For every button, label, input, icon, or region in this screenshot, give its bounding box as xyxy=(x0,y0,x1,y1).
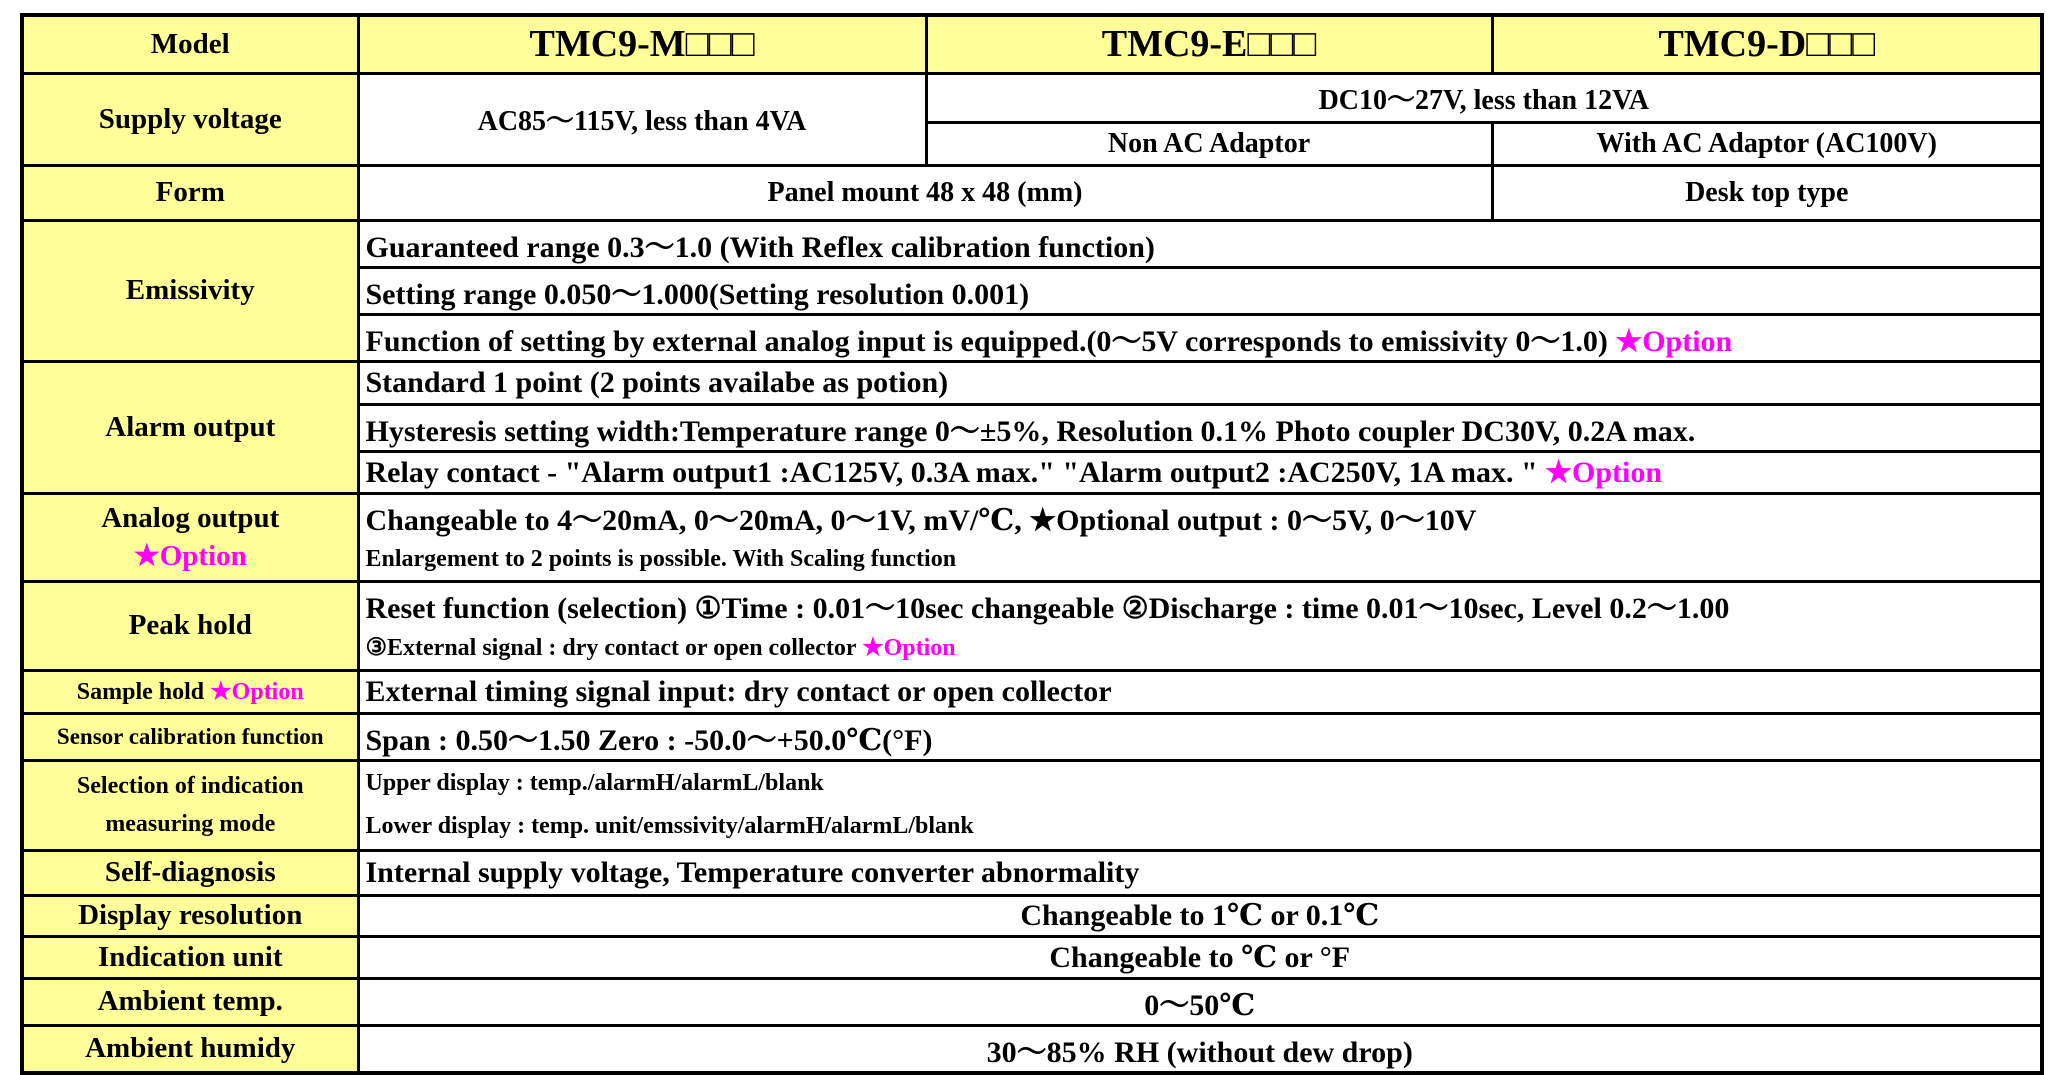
row-alarm-1 xyxy=(22,361,2042,404)
row-emissivity-1 xyxy=(22,220,2042,267)
model-e: TMC9-E□□□ xyxy=(926,15,1492,73)
row-form xyxy=(22,165,2042,220)
alarm-line-2: Hysteresis setting width:Temperature range 0〜±5%, Resolution 0.1% Photo coupler DC30V, 0.2A max. xyxy=(358,404,2042,451)
label-model: Model xyxy=(22,15,358,73)
emissivity-line-3 xyxy=(358,314,2042,361)
self-diagnosis-value: Internal supply voltage, Temperature converter abnormality xyxy=(358,850,2042,895)
label-display-resolution: Display resolution xyxy=(22,895,358,936)
label-self-diagnosis: Self-diagnosis xyxy=(22,850,358,895)
supply-d: With AC Adaptor (AC100V) xyxy=(1492,122,2042,165)
alarm-line-3 xyxy=(358,451,2042,493)
row-peak-1 xyxy=(22,582,2042,628)
option-badge: ★Option xyxy=(862,635,956,662)
peak-line-1: Reset function (selection) ①Time : 0.01〜10sec changeable ②Discharge : time 0.01〜10sec, Level 0.2〜1.00 xyxy=(358,582,2042,628)
ambient-temp-value: 0〜50℃ xyxy=(358,978,2042,1025)
row-ambient-humidity xyxy=(22,1025,2042,1073)
label-supply-voltage: Supply voltage xyxy=(22,73,358,165)
display-resolution-value: Changeable to 1℃ or 0.1℃ xyxy=(358,895,2042,936)
sample-label-text: Sample hold xyxy=(76,679,211,705)
row-selection-1 xyxy=(22,760,2042,805)
ambient-humidity-value: 30〜85% RH (without dew drop) xyxy=(358,1025,2042,1073)
option-badge: ★Option xyxy=(210,679,304,705)
row-self-diagnosis xyxy=(22,850,2042,895)
option-badge: ★Option xyxy=(1545,455,1663,489)
label-ambient-temp: Ambient temp. xyxy=(22,978,358,1025)
peak-line-2 xyxy=(358,627,2042,670)
emissivity-line-3-text: Function of setting by external analog input is equipped.(0〜5V corresponds to emissivity 0〜1.0) xyxy=(365,324,1616,358)
emissivity-line-2: Setting range 0.050〜1.000(Setting resolution 0.001) xyxy=(358,267,2042,314)
label-peak-hold: Peak hold xyxy=(22,582,358,671)
indication-unit-value: Changeable to ℃ or °F xyxy=(358,936,2042,978)
selection-label-line-2: measuring mode xyxy=(105,811,276,837)
row-sample-hold xyxy=(22,670,2042,713)
selection-line-1: Upper display : temp./alarmH/alarmL/blank xyxy=(358,760,2042,805)
form-d: Desk top type xyxy=(1492,165,2042,220)
model-m: TMC9-M□□□ xyxy=(358,15,926,73)
selection-line-2: Lower display : temp. unit/emssivity/alarmH/alarmL/blank xyxy=(358,805,2042,850)
emissivity-line-1: Guaranteed range 0.3〜1.0 (With Reflex calibration function) xyxy=(358,220,2042,267)
row-model xyxy=(22,15,2042,73)
label-analog-output xyxy=(22,493,358,582)
label-sensor-calibration: Sensor calibration function xyxy=(22,713,358,760)
spec-table xyxy=(20,13,2044,1075)
supply-ed: DC10〜27V, less than 12VA xyxy=(926,73,2042,122)
selection-label-line-1: Selection of indication xyxy=(76,773,304,799)
label-ambient-humidity: Ambient humidy xyxy=(22,1025,358,1073)
label-selection-indication xyxy=(22,760,358,850)
row-sensor-calibration xyxy=(22,713,2042,760)
row-display-resolution xyxy=(22,895,2042,936)
row-supply-1 xyxy=(22,73,2042,122)
option-badge: ★Option xyxy=(1615,324,1733,358)
row-analog-1 xyxy=(22,493,2042,539)
peak-line-2-text: ③External signal : dry contact or open collector xyxy=(365,635,863,662)
row-ambient-temp xyxy=(22,978,2042,1025)
label-indication-unit: Indication unit xyxy=(22,936,358,978)
analog-line-1: Changeable to 4〜20mA, 0〜20mA, 0〜1V, mV/℃, ★Optional output : 0〜5V, 0〜10V xyxy=(358,493,2042,539)
label-emissivity: Emissivity xyxy=(22,220,358,361)
form-me: Panel mount 48 x 48 (mm) xyxy=(358,165,1492,220)
label-alarm-output: Alarm output xyxy=(22,361,358,493)
supply-m: AC85〜115V, less than 4VA xyxy=(358,73,926,165)
label-form: Form xyxy=(22,165,358,220)
alarm-line-1: Standard 1 point (2 points availabe as potion) xyxy=(358,361,2042,404)
supply-e: Non AC Adaptor xyxy=(926,122,1492,165)
row-indication-unit xyxy=(22,936,2042,978)
option-badge: ★Option xyxy=(133,540,247,573)
sample-hold-value: External timing signal input: dry contact or open collector xyxy=(358,670,2042,713)
analog-line-2: Enlargement to 2 points is possible. With Scaling function xyxy=(358,539,2042,582)
alarm-line-3-text: Relay contact - "Alarm output1 :AC125V, 0.3A max." "Alarm output2 :AC250V, 1A max. " xyxy=(365,455,1546,489)
sensor-calibration-value: Span : 0.50〜1.50 Zero : -50.0〜+50.0℃(°F) xyxy=(358,713,2042,760)
analog-label-text: Analog output xyxy=(101,502,280,535)
model-d: TMC9-D□□□ xyxy=(1492,15,2042,73)
label-sample-hold xyxy=(22,670,358,713)
